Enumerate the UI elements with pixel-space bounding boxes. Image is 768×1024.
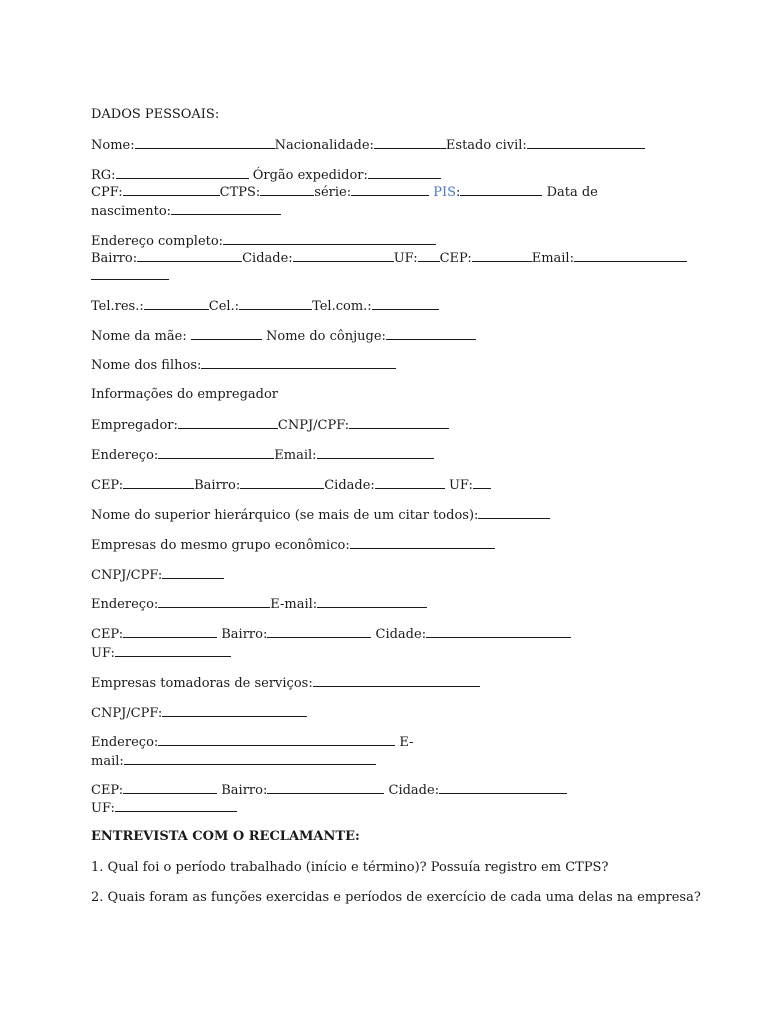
label-cpf: CPF: [91,185,123,200]
row-uf-tomadoras [91,800,237,817]
row-endereco-tomadoras [91,734,414,751]
field-cidade-grupo[interactable] [426,626,571,638]
field-nome-mae[interactable] [191,328,262,340]
field-cnpj-cpf-tomadoras[interactable] [162,705,307,717]
row-email-tomadoras [91,753,376,770]
field-endereco-completo[interactable] [223,233,436,245]
label-uf-grupo: UF: [91,646,115,661]
field-cnpj-cpf[interactable] [349,417,449,429]
field-cidade[interactable] [293,250,394,262]
field-bairro-grupo[interactable] [267,626,371,638]
row-cep-tomadoras [91,782,567,799]
field-tel-res[interactable] [144,298,209,310]
field-uf-tomadoras[interactable] [115,800,237,812]
field-estado-civil[interactable] [527,137,645,149]
row-nascimento [91,203,281,220]
label-cnpj-cpf: CNPJ/CPF: [277,418,350,433]
label-cep-tomadoras: CEP: [91,783,124,798]
label-cep-grupo: CEP: [91,627,124,642]
field-cep[interactable] [472,250,532,262]
label-bairro-grupo: Bairro: [221,627,268,642]
row-empregador [91,417,449,434]
label-orgao-expedidor: Órgão expedidor: [252,168,368,183]
row-email-continuation [91,268,169,285]
row-nome [91,137,645,154]
field-nome[interactable] [135,137,275,149]
label-cidade-tomadoras: Cidade: [388,783,440,798]
label-cel: Cel.: [208,299,240,314]
label-serie: série: [314,185,352,200]
section-title-dados-pessoais [91,107,219,123]
field-nascimento[interactable] [171,203,281,215]
label-nome-filhos: Nome dos filhos: [91,358,202,373]
row-mae-conjuge [91,328,476,345]
field-email-continuation[interactable] [91,268,169,280]
field-cep-empregador[interactable] [123,477,194,489]
label-bairro-empregador: Bairro: [194,478,241,493]
label-rg: RG: [91,168,116,183]
field-pis[interactable] [460,184,542,196]
row-cpf [91,184,598,201]
label-uf-tomadoras: UF: [91,801,115,816]
field-bairro-empregador[interactable] [240,477,324,489]
row-tomadoras [91,675,480,692]
heading-empregador-text: Informações do empregador [91,387,279,402]
label-cnpj-cpf-grupo: CNPJ/CPF: [91,568,163,583]
field-cidade-tomadoras[interactable] [439,782,567,794]
field-serie[interactable] [351,184,429,196]
label-uf-empregador: UF: [448,478,473,493]
field-cpf[interactable] [123,184,220,196]
label-endereco-tomadoras: Endereço: [91,735,159,750]
label-uf: UF: [393,251,418,266]
label-nascimento: nascimento: [91,204,172,219]
label-nome-conjuge: Nome do cônjuge: [266,329,386,344]
row-cnpj-tomadoras [91,705,307,722]
row-rg [91,167,441,184]
field-nacionalidade[interactable] [374,137,446,149]
field-email-empregador[interactable] [317,447,434,459]
field-nome-conjuge[interactable] [386,328,476,340]
label-email-empregador: Email: [274,448,317,463]
label-cidade-grupo: Cidade: [375,627,427,642]
label-e-dash: E- [399,735,414,750]
label-tel-com: Tel.com.: [312,299,372,314]
label-email: Email: [531,251,574,266]
field-bairro[interactable] [137,250,242,262]
field-email[interactable] [574,250,687,262]
label-nome: Nome: [91,138,135,153]
question-2 [91,890,701,906]
field-cidade-empregador[interactable] [375,477,445,489]
row-uf-grupo [91,645,231,662]
field-uf-empregador[interactable] [473,477,491,489]
field-orgao-expedidor[interactable] [368,167,441,179]
field-tomadoras-servicos[interactable] [313,675,480,687]
field-cnpj-cpf-grupo[interactable] [162,567,224,579]
label-endereco-completo: Endereço completo: [91,234,224,249]
field-uf-grupo[interactable] [115,645,231,657]
question-1-text: 1. Qual foi o período trabalhado (início e término)? Possuía registro em CTPS? [91,860,609,875]
label-cep: CEP: [439,251,472,266]
label-nacionalidade: Nacionalidade: [274,138,374,153]
label-cep-empregador: CEP: [91,478,124,493]
field-endereco-grupo[interactable] [158,596,270,608]
field-tel-com[interactable] [372,298,439,310]
label-grupo-economico: Empresas do mesmo grupo econômico: [91,538,350,553]
row-telefones [91,298,439,315]
label-cidade-empregador: Cidade: [324,478,375,493]
question-2-text: 2. Quais foram as funções exercidas e períodos de exercício de cada uma delas na empresa? [91,890,701,905]
question-1 [91,860,608,876]
label-endereco-grupo: Endereço: [91,597,159,612]
field-cep-tomadoras[interactable] [123,782,217,794]
row-filhos [91,357,396,374]
row-superior [91,507,550,524]
label-superior-hierarquico: Nome do superior hierárquico (se mais de um citar todos): [91,508,479,523]
field-uf[interactable] [418,250,440,262]
label-tomadoras-servicos: Empresas tomadoras de serviços: [91,676,313,691]
heading-entrevista-text: ENTREVISTA COM O RECLAMANTE: [91,829,360,844]
label-tel-res: Tel.res.: [91,299,144,314]
label-estado-civil: Estado civil: [445,138,527,153]
field-endereco[interactable] [158,447,274,459]
label-empregador: Empregador: [91,418,178,433]
row-endereco-completo [91,233,436,250]
field-endereco-tomadoras[interactable] [158,734,395,746]
field-cep-grupo[interactable] [123,626,217,638]
label-ctps: CTPS: [219,185,261,200]
row-cep-empregador [91,477,491,494]
field-bairro-tomadoras[interactable] [267,782,384,794]
field-cel[interactable] [239,298,312,310]
label-email-grupo: E-mail: [270,597,318,612]
field-nome-filhos[interactable] [201,357,396,369]
label-bairro-tomadoras: Bairro: [221,783,268,798]
row-endereco-grupo [91,596,427,613]
label-endereco: Endereço: [91,448,159,463]
label-cidade: Cidade: [242,251,293,266]
row-cep-grupo [91,626,571,643]
section-heading-entrevista [91,829,360,845]
field-superior-hierarquico[interactable] [478,507,550,519]
field-grupo-economico[interactable] [350,537,495,549]
label-mail-tomadoras: mail: [91,754,124,769]
field-empregador[interactable] [178,417,278,429]
field-email-tomadoras[interactable] [124,753,376,765]
row-endereco-empregador [91,447,434,464]
label-cnpj-cpf-tomadoras: CNPJ/CPF: [91,706,163,721]
label-pis-colon: : [456,185,461,200]
field-ctps[interactable] [260,184,314,196]
section-heading-empregador [91,387,278,403]
label-bairro: Bairro: [91,251,138,266]
section-title-text: DADOS PESSOAIS: [91,107,220,122]
field-rg[interactable] [116,167,249,179]
row-grupo-economico [91,537,495,554]
row-bairro [91,250,687,267]
label-nome-mae: Nome da mãe: [91,329,187,344]
row-cnpj-grupo [91,567,224,584]
label-data-de: Data de [546,185,598,200]
label-pis: PIS [433,185,457,200]
field-email-grupo[interactable] [317,596,427,608]
